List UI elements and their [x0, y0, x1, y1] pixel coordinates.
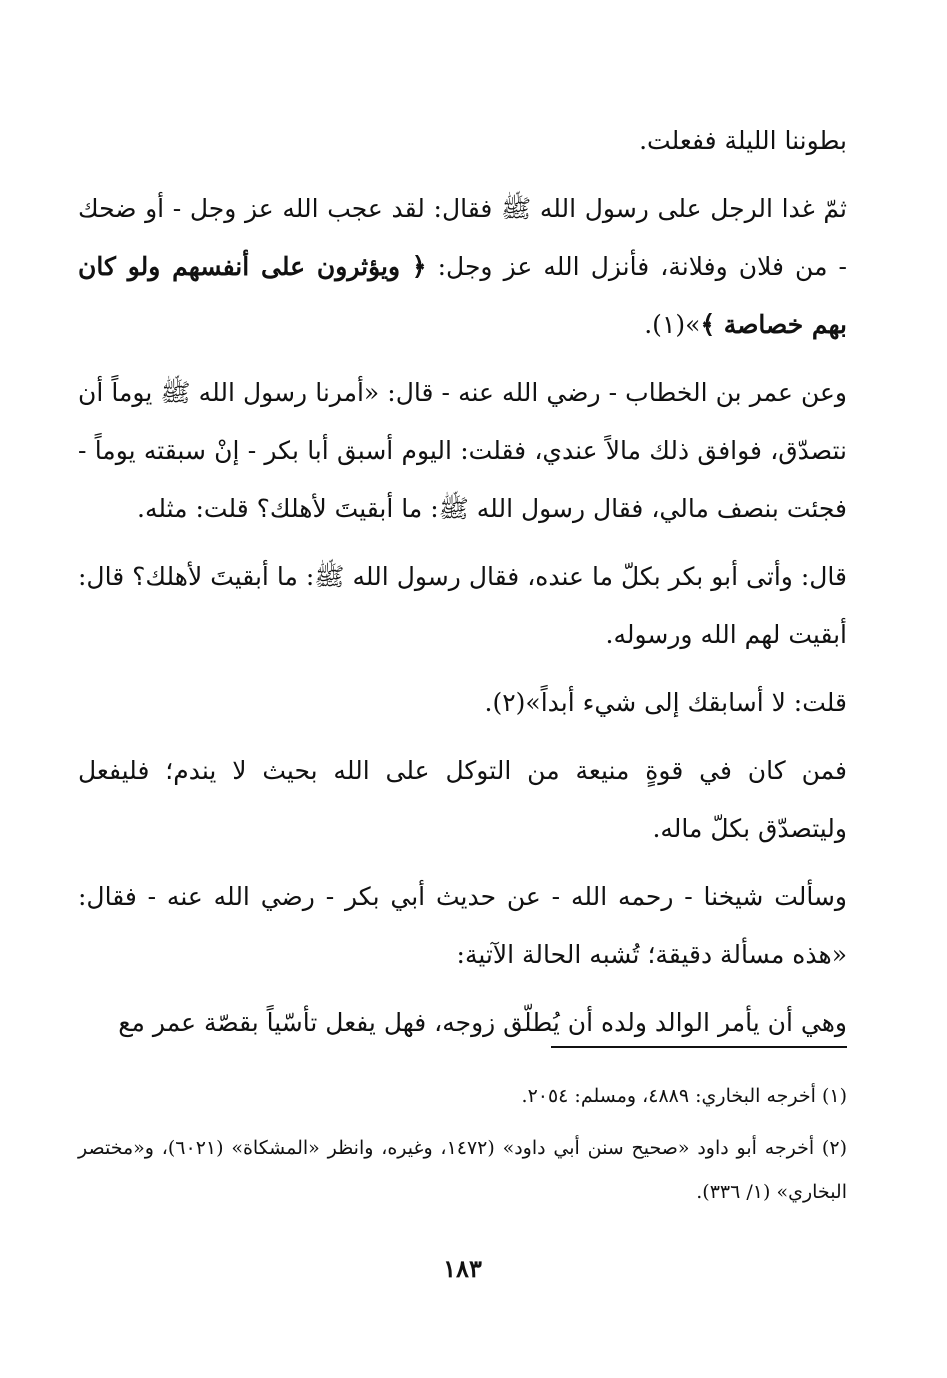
- paragraph-7: [78, 868, 847, 984]
- page-number: ١٨٣: [443, 1254, 482, 1283]
- paragraph-8-text: وهي أن يأمر الوالد ولده أن يُطلّق زوجه، فهل يفعل تأسّياً بقصّة عمر مع: [118, 1008, 847, 1037]
- footnote-divider: [551, 1046, 847, 1048]
- paragraph-3: [78, 364, 847, 538]
- paragraph-3-text: وعن عمر بن الخطاب - رضي الله عنه - قال: «أمرنا رسول الله ﷺ يوماً أن نتصدّق، فوافق ذلك مالاً عندي، فقلت: اليوم أسبق أبا بكر - إنْ سبقته يوماً - فجئت بنصف مالي، فقال رسول الله ﷺ: ما أبقيتَ لأهلك؟ قلت: مثله.: [78, 378, 847, 523]
- footnote-1: (١) أخرجه البخاري: ٤٨٨٩، ومسلم: ٢٠٥٤.: [521, 1085, 847, 1107]
- paragraph-2: [78, 180, 847, 354]
- paragraph-6: [78, 742, 847, 858]
- page-body: [78, 112, 847, 1338]
- quran-verse: ﴿ ويؤثرون على أنفسهم ولو كان بهم خصاصة ﴾: [78, 252, 847, 339]
- paragraph-7-text: وسألت شيخنا - رحمه الله - عن حديث أبي بكر - رضي الله عنه - فقال: «هذه مسألة دقيقة؛ تُشبه الحالة الآتية:: [78, 882, 847, 969]
- paragraph-5: [78, 674, 847, 732]
- paragraph-2-text: ثمّ غدا الرجل على رسول الله ﷺ فقال: لقد عجب الله عز وجل - أو ضحك - من فلان وفلانة، فأنزل الله عز وجل:: [78, 194, 847, 281]
- footnotes: [78, 1074, 847, 1222]
- paragraph-4: [78, 548, 847, 664]
- paragraph-8: [78, 994, 847, 1052]
- paragraph-1: [78, 112, 847, 170]
- footnote-2: (٢) أخرجه أبو داود «صحيح سنن أبي داود» (١٤٧٢، وغيره، وانظر «المشكاة» (٦٠٢١)، و«مختصر البخاري» (١/ ٣٣٦).: [78, 1137, 847, 1203]
- paragraph-1-text: بطوننا الليلة ففعلت.: [639, 126, 847, 155]
- paragraph-4-text: قال: وأتى أبو بكر بكلّ ما عنده، فقال رسول الله ﷺ: ما أبقيتَ لأهلك؟ قال: أبقيت لهم الله ورسوله.: [78, 562, 847, 649]
- paragraph-6-text: فمن كان في قوةٍ منيعة من التوكل على الله بحيث لا يندم؛ فليفعل وليتصدّق بكلّ ماله.: [78, 756, 847, 843]
- paragraph-5-text: قلت: لا أسابقك إلى شيء أبداً»(٢).: [484, 688, 847, 717]
- paragraph-2-after: »(١).: [644, 310, 701, 339]
